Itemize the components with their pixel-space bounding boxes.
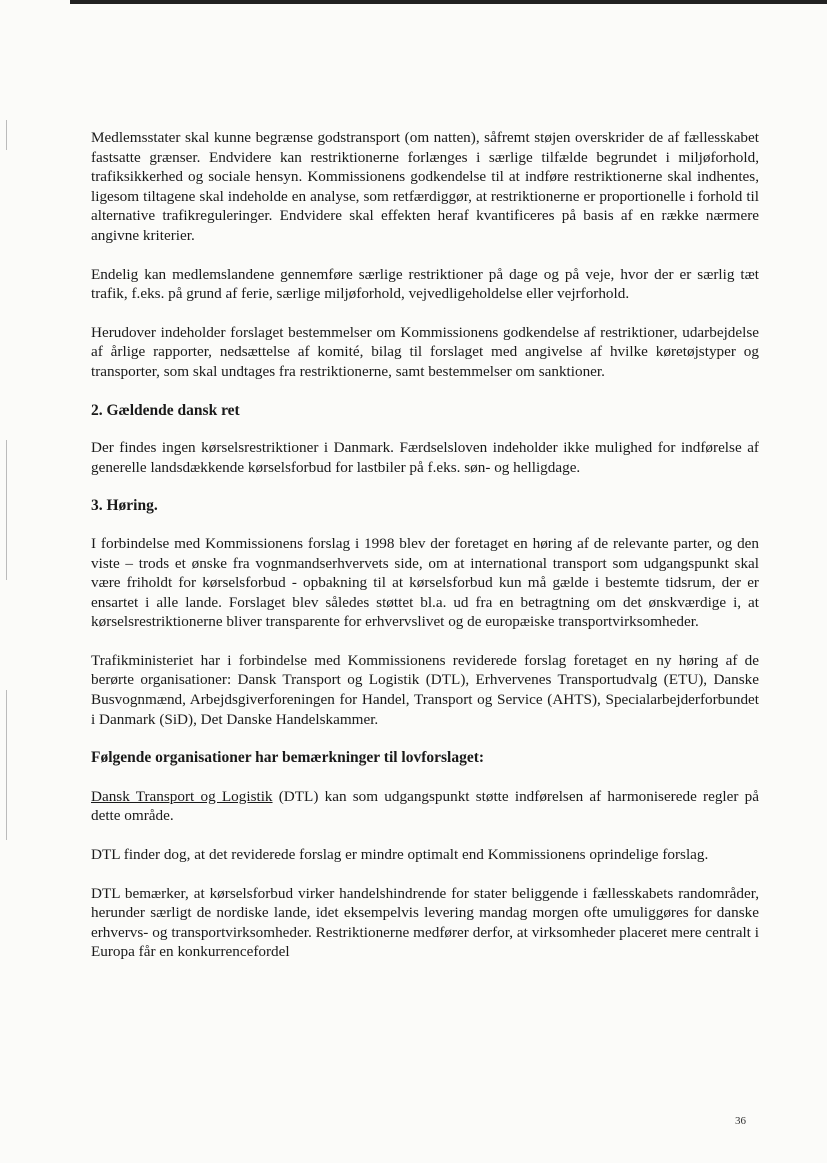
paragraph: Trafikministeriet har i forbindelse med Kommissionens reviderede forslag foretaget en ny høring af de berørte organisationer: Dansk Transport og Logistik (DTL), Erhvervenes Transportudvalg (ETU), Danske Busvognmænd, Arbejdsgiverforeningen for Handel, Transport og Service (AHTS), Specialarbejderforbundet i Danmark (SiD), Det Danske Handelskammer.: [91, 651, 759, 728]
paragraph: Herudover indeholder forslaget bestemmelser om Kommissionens godkendelse af restriktioner, udarbejdelse af årlige rapporter, nedsættelse af komité, bilag til forslaget med angivelse af hvilke køretøjstyper og transporter, som skal undtages fra restriktionerne, samt bestemmelser om sanktioner.: [91, 323, 759, 380]
subsection-heading: Følgende organisationer har bemærkninger til lovforslaget:: [91, 749, 485, 767]
top-border-rule: [70, 0, 827, 4]
scan-margin-mark: [6, 690, 7, 840]
paragraph: [91, 787, 759, 826]
paragraph: I forbindelse med Kommissionens forslag i 1998 blev der foretaget en høring af de relevante parter, og den viste – trods et ønske fra vognmandserhvervets side, om at international transport som udgangspunkt skal være friholdt for kørselsforbud - opbakning til at kørselsforbud kun må gælde i bestemte tidsrum, der er ensartet i alle lande. Forslaget blev således støttet bl.a. ud fra en betragtning om det ønskværdige i, at kørselsrestriktionerne bliver transparente for erhvervslivet og de europæiske transportvirksomheder.: [91, 534, 759, 631]
document-body: [91, 128, 759, 981]
paragraph: DTL finder dog, at det reviderede forslag er mindre optimalt end Kommissionens oprindelige forslag.: [91, 846, 709, 864]
section-heading: 2. Gældende dansk ret: [91, 401, 240, 419]
paragraph-text: (DTL) kan som udgangspunkt støtte indførelsen af harmoniserede regler på dette område.: [91, 787, 760, 825]
scan-margin-mark: [6, 120, 7, 150]
paragraph: DTL bemærker, at kørselsforbud virker handelshindrende for stater beliggende i fællesskabets randområder, herunder særligt de nordiske lande, idet eksempelvis levering mandag morgen ofte umuliggøres for danske erhvervs- og transportvirksomheder. Restriktionerne medfører derfor, at virksomheder placeret mere centralt i Europa får en konkurrencefordel: [91, 884, 759, 961]
paragraph: Endelig kan medlemslandene gennemføre særlige restriktioner på dage og på veje, hvor der er særlig tæt trafik, f.eks. på grund af ferie, særlige miljøforhold, vejvedligeholdelse eller vejrforhold.: [91, 265, 759, 303]
page-number: 36: [735, 1115, 746, 1127]
scan-margin-mark: [6, 440, 7, 580]
paragraph: Medlemsstater skal kunne begrænse godstransport (om natten), såfremt støjen overskrider de af fællesskabet fastsatte grænser. Endvidere kan restriktionerne forlænges i særlige tilfælde begrundet i miljøforhold, trafiksikkerhed og sociale hensyn. Kommissionens godkendelse til at indføre restriktionerne skal indhentes, ligesom tiltagene skal indeholde en analyse, som retfærdiggør, at restriktionerne er proportionelle i forhold til alternative trafikreguleringer. Endvidere skal effekten heraf kvantificeres på basis af en række nærmere angivne kriterier.: [91, 129, 759, 244]
paragraph: Der findes ingen kørselsrestriktioner i Danmark. Færdselsloven indeholder ikke mulighed for indførelse af generelle landsdækkende kørselsforbud for lastbiler på f.eks. søn- og helligdage.: [91, 439, 759, 476]
organisation-name-underlined: Dansk Transport og Logistik: [91, 787, 273, 805]
section-heading: 3. Høring.: [91, 497, 158, 515]
